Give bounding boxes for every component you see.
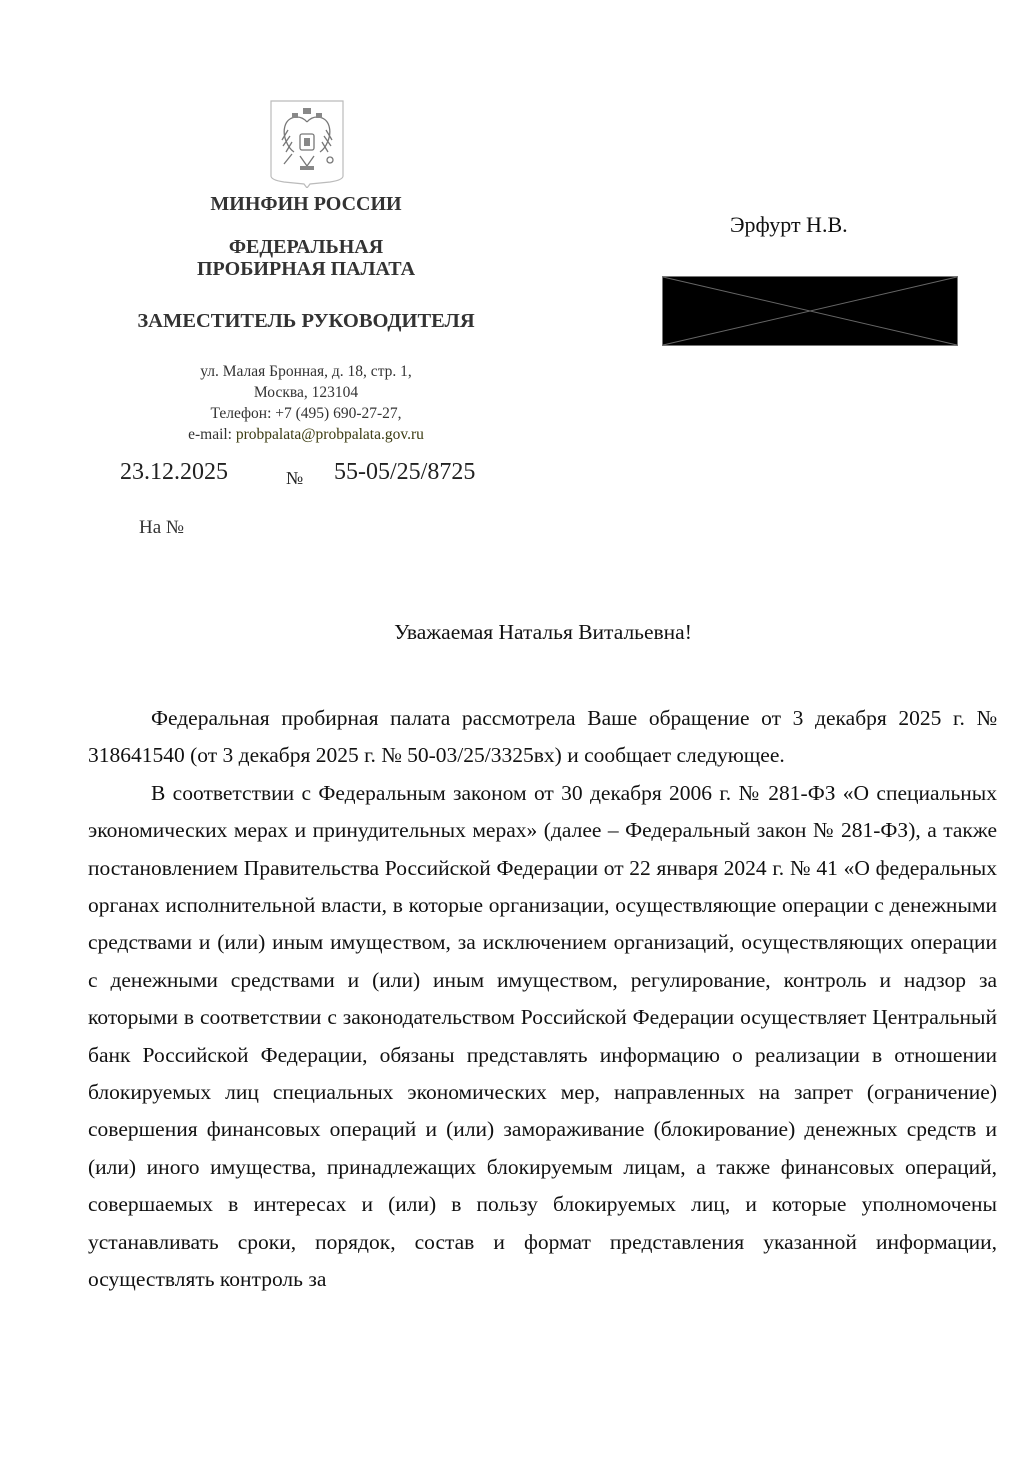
agency-contacts [106, 361, 506, 445]
registration-number: 55-05/25/8725 [334, 459, 476, 485]
address-line2: Москва, 123104 [253, 384, 359, 401]
agency-name-line2: ПРОБИРНАЯ ПАЛАТА [196, 258, 416, 280]
email-row [106, 424, 506, 445]
number-sign: № [286, 468, 304, 488]
email-label: e-mail: [188, 426, 236, 443]
email-link[interactable]: probpalata@probpalata.gov.ru [235, 426, 424, 443]
agency-name [106, 236, 506, 280]
ministry-name: МИНФИН РОССИИ [210, 193, 402, 215]
redacted-block [662, 276, 958, 346]
reply-to-reference: На № [139, 517, 185, 538]
agency-name-line1: ФЕДЕРАЛЬНАЯ [228, 236, 384, 258]
letter-date: 23.12.2025 [120, 459, 228, 485]
signatory-position: ЗАМЕСТИТЕЛЬ РУКОВОДИТЕЛЯ [137, 310, 475, 332]
address-line1: ул. Малая Бронная, д. 18, стр. 1, [200, 363, 412, 380]
body-paragraph: Федеральная пробирная палата рассмотрела Ваше обращение от 3 декабря 2025 г. № 318641540 (от 3 декабря 2025 г. № 50-03/25/3325вх) и сообщает следующее. [88, 706, 997, 768]
recipient-name: Эрфурт Н.В. [730, 212, 848, 237]
phone: Телефон: +7 (495) 690-27-27, [210, 405, 402, 422]
body-paragraph: В соответствии с Федеральным законом от 30 декабря 2006 г. № 281-ФЗ «О специальных экономических мерах и принудительных мерах» (далее – Федеральный закон № 281-ФЗ), а также постановлением Правительства Российской Федерации от 22 января 2024 г. № 41 «О федеральных органах исполнительной власти, в которые организации, осуществляющие операции с денежными средствами и (или) иным имуществом, за исключением организаций, осуществляющих операции с денежными средствами и (или) иным имуществом, регулирование, контроль и надзор за которыми в соответствии с законодательством Российской Федерации осуществляет Центральный банк Российской Федерации, обязаны представлять информацию о реализации в отношении блокируемых лиц специальных экономических мер, направленных на запрет (ограничение) совершения финансовых операций и (или) замораживание (блокирование) денежных средств и (или) иного имущества, принадлежащих блокируемым лицам, а также финансовых операций, совершаемых в интересах и (или) в пользу блокируемых лиц, и которые уполномочены устанавливать сроки, порядок, состав и формат представления указанной информации, осуществлять контроль за [88, 780, 997, 1292]
salutation: Уважаемая Наталья Витальевна! [394, 620, 692, 644]
letter-body [88, 700, 997, 1299]
russian-coat-of-arms-icon [270, 100, 344, 188]
